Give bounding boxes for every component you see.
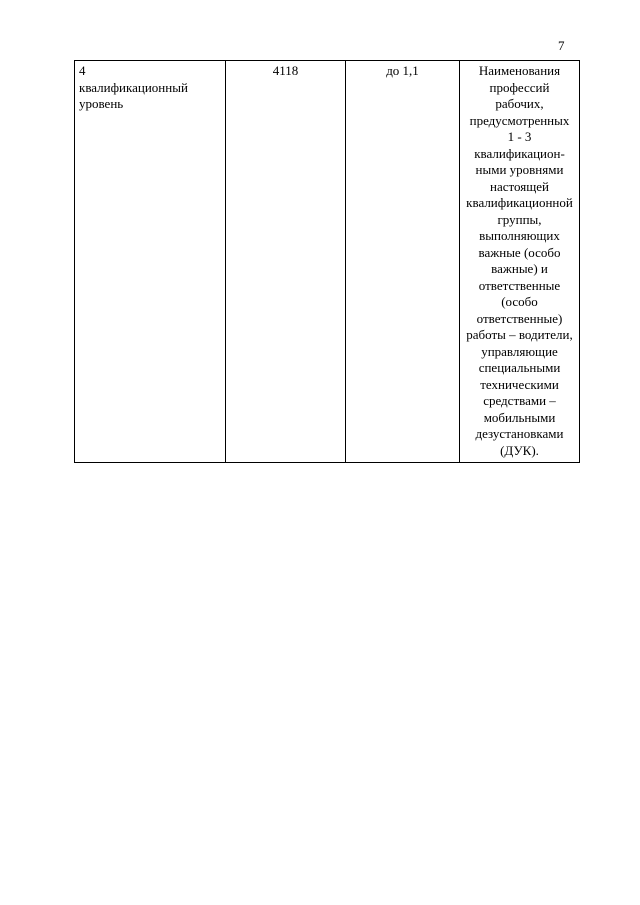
qualification-level-cell (75, 61, 226, 463)
description-line: 1 - 3 (507, 129, 532, 144)
description-line: предусмотренных (469, 112, 570, 128)
table-row (75, 61, 580, 463)
description-line: ными уровнями (475, 162, 564, 177)
qualification-level-text: квалификационный (79, 79, 188, 95)
description-line: важные) и (491, 261, 548, 276)
description-line: настоящей (490, 178, 549, 194)
description-line: группы, (497, 211, 542, 227)
description-line: ответственные (478, 277, 561, 293)
description-line: важные (особо (478, 244, 561, 260)
description-cell (460, 61, 580, 463)
qualification-table (74, 60, 580, 463)
code-cell (226, 61, 346, 463)
description-line: профессий рабочих, (489, 79, 550, 111)
description-line: дезустановками (475, 426, 564, 441)
description-line: ответственные) (476, 310, 563, 326)
description-line: работы – водители, (466, 327, 573, 342)
page-number: 7 (558, 38, 565, 53)
description-line: средствами – (483, 393, 556, 408)
description-line: мобильными (483, 409, 556, 425)
description-line: техническими (480, 376, 559, 392)
description-line: (особо (501, 294, 538, 309)
description-line: выполняющих (479, 228, 560, 243)
description-line: Наименования (478, 63, 561, 78)
description-line: квалификацион- (474, 145, 565, 161)
description-line: специальными (478, 360, 561, 375)
coefficient-cell (346, 61, 460, 463)
code-value: 4118 (272, 63, 299, 78)
qualification-level-text: уровень (79, 96, 124, 111)
qualification-level-number: 4 (79, 63, 86, 78)
description-line: (ДУК). (500, 442, 539, 458)
coefficient-value: до 1,1 (386, 63, 419, 78)
description-line: управляющие (481, 343, 558, 359)
description-line: квалификационной (466, 195, 573, 210)
